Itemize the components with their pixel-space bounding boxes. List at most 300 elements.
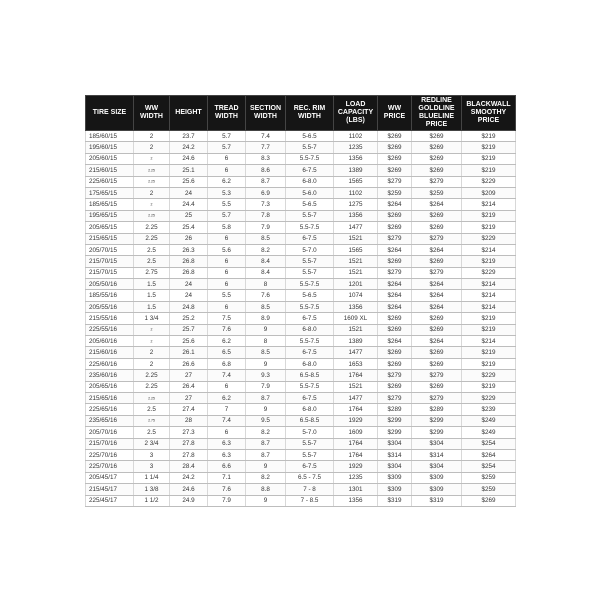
cell-value: 5.5-7 (302, 269, 317, 277)
cell-blackwall-price (462, 415, 516, 426)
cell-value: $269 (429, 314, 444, 322)
cell-value: $319 (387, 497, 402, 505)
cell-value: 5.8 (222, 223, 231, 231)
cell-tire-size (86, 484, 134, 495)
cell-blackwall-price (462, 461, 516, 472)
cell-load-capacity (334, 415, 378, 426)
cell-ww-width (134, 438, 170, 449)
cell-ww-width (134, 256, 170, 267)
cell-value: 1 1/2 (144, 497, 159, 505)
cell-section-width (246, 267, 286, 278)
cell-value: 28.4 (182, 463, 195, 471)
cell-value: $229 (481, 371, 496, 379)
cell-value: $279 (387, 235, 402, 243)
cell-blackwall-price (462, 427, 516, 438)
cell-ww-price (378, 461, 412, 472)
cell-value: $214 (481, 337, 496, 345)
cell-value: 27.8 (182, 440, 195, 448)
cell-value: 8.5 (261, 349, 270, 357)
cell-tread-width (208, 370, 246, 381)
cell-value: $319 (429, 497, 444, 505)
cell-tire-size (86, 461, 134, 472)
cell-value: 1764 (348, 406, 363, 414)
cell-value: 6 (224, 257, 229, 265)
cell-section-width (246, 484, 286, 495)
cell-load-capacity (334, 495, 378, 506)
cell-redline-price (412, 381, 462, 392)
cell-value: $264 (429, 303, 444, 311)
header-height: HEIGHT (170, 96, 208, 131)
cell-value: 1 3/4 (144, 314, 159, 322)
cell-tread-width (208, 415, 246, 426)
cell-value: 6-7.5 (302, 235, 317, 243)
cell-value: 215/60/16 (89, 349, 118, 357)
cell-value: $264 (429, 201, 444, 209)
cell-value: 7.7 (261, 144, 270, 152)
cell-value: 6 (224, 155, 229, 163)
cell-ww-price (378, 427, 412, 438)
cell-value: $219 (481, 212, 496, 220)
cell-ww-width (134, 233, 170, 244)
cell-rec-rim-width (286, 347, 334, 358)
cell-value: $269 (387, 349, 402, 357)
cell-ww-price (378, 472, 412, 483)
cell-height (170, 415, 208, 426)
cell-value: $264 (387, 292, 402, 300)
table-row (86, 301, 516, 312)
cell-value: 26 (184, 235, 192, 243)
cell-value: $289 (429, 406, 444, 414)
cell-value: 185/60/15 (89, 132, 118, 140)
cell-load-capacity (334, 142, 378, 153)
cell-tire-size (86, 222, 134, 233)
cell-redline-price (412, 279, 462, 290)
table-row (86, 267, 516, 278)
cell-value: $269 (387, 326, 402, 334)
cell-tire-size (86, 313, 134, 324)
cell-value: 7.1 (222, 474, 231, 482)
cell-value: 8.7 (261, 394, 270, 402)
cell-value: 1521 (348, 257, 363, 265)
table-row (86, 358, 516, 369)
cell-blackwall-price (462, 495, 516, 506)
cell-value: $279 (429, 178, 444, 186)
cell-ww-price (378, 438, 412, 449)
cell-blackwall-price (462, 472, 516, 483)
cell-redline-price (412, 370, 462, 381)
cell-ww-width (134, 131, 170, 142)
table-row (86, 142, 516, 153)
cell-value: $269 (429, 326, 444, 334)
cell-value: $269 (429, 257, 444, 265)
cell-blackwall-price (462, 165, 516, 176)
cell-ww-width (134, 176, 170, 187)
cell-value: 24 (184, 189, 192, 197)
cell-value: $269 (387, 223, 402, 231)
cell-ww-width (134, 449, 170, 460)
cell-value: $264 (481, 451, 496, 459)
cell-value: 24.4 (182, 201, 195, 209)
cell-value: 205/65/15 (89, 223, 118, 231)
table-row (86, 153, 516, 164)
cell-blackwall-price (462, 176, 516, 187)
table-header-row (86, 96, 516, 131)
cell-value: 27.4 (182, 406, 195, 414)
cell-ww-price (378, 392, 412, 403)
cell-tire-size (86, 244, 134, 255)
cell-tire-size (86, 495, 134, 506)
cell-value: $219 (481, 383, 496, 391)
cell-rec-rim-width (286, 290, 334, 301)
cell-tire-size (86, 370, 134, 381)
cell-value: 6.3 (222, 440, 231, 448)
cell-value: 205/60/16 (89, 337, 118, 345)
cell-ww-price (378, 210, 412, 221)
cell-section-width (246, 358, 286, 369)
cell-value: 6 (224, 383, 229, 391)
cell-load-capacity (334, 336, 378, 347)
cell-value: 215/60/15 (89, 166, 118, 174)
cell-height (170, 313, 208, 324)
cell-load-capacity (334, 461, 378, 472)
cell-section-width (246, 256, 286, 267)
cell-blackwall-price (462, 279, 516, 290)
cell-value: 1565 (348, 246, 363, 254)
cell-ww-price (378, 415, 412, 426)
cell-value: 6-8.0 (302, 326, 317, 334)
cell-value: 6 (224, 235, 229, 243)
cell-tire-size (86, 142, 134, 153)
cell-value: 5.5 (222, 201, 231, 209)
cell-redline-price (412, 449, 462, 460)
cell-height (170, 347, 208, 358)
cell-value: 1521 (348, 269, 363, 277)
cell-tread-width (208, 404, 246, 415)
cell-redline-price (412, 222, 462, 233)
cell-height (170, 484, 208, 495)
cell-ww-width (134, 142, 170, 153)
cell-section-width (246, 244, 286, 255)
cell-value: 1477 (348, 349, 363, 357)
cell-value: 1764 (348, 371, 363, 379)
cell-tread-width (208, 381, 246, 392)
cell-section-width (246, 472, 286, 483)
cell-value: 5.5-7.5 (299, 303, 320, 311)
cell-tread-width (208, 210, 246, 221)
cell-value: 5.5-7 (302, 440, 317, 448)
header-tread-width: TREAD WIDTH (208, 96, 246, 131)
cell-height (170, 153, 208, 164)
cell-tread-width (208, 176, 246, 187)
header-redline-goldline-blueline-price: REDLINE GOLDLINE BLUELINE PRICE (412, 96, 462, 131)
cell-value: 5.7 (222, 212, 231, 220)
cell-value: 1.5 (147, 292, 156, 300)
cell-tread-width (208, 153, 246, 164)
cell-rec-rim-width (286, 165, 334, 176)
cell-tread-width (208, 324, 246, 335)
cell-blackwall-price (462, 210, 516, 221)
cell-load-capacity (334, 449, 378, 460)
cell-value: 6.5 - 7.5 (297, 474, 322, 482)
cell-load-capacity (334, 233, 378, 244)
cell-value: 5.5-7 (302, 257, 317, 265)
table-row (86, 449, 516, 460)
cell-redline-price (412, 427, 462, 438)
cell-value: 25 (184, 212, 192, 220)
cell-value: 6-8.0 (302, 178, 317, 186)
cell-value: 24.8 (182, 303, 195, 311)
cell-section-width (246, 290, 286, 301)
cell-value: 2.25 (148, 213, 155, 218)
cell-tread-width (208, 461, 246, 472)
cell-value: 5.5-7.5 (299, 155, 320, 163)
cell-load-capacity (334, 472, 378, 483)
table-row (86, 244, 516, 255)
cell-value: 25.4 (182, 223, 195, 231)
cell-rec-rim-width (286, 131, 334, 142)
cell-value: 1764 (348, 440, 363, 448)
cell-value: $269 (387, 383, 402, 391)
cell-value: 205/50/16 (89, 280, 118, 288)
cell-value: 8 (263, 280, 268, 288)
cell-value: 23.7 (182, 132, 195, 140)
cell-load-capacity (334, 484, 378, 495)
cell-blackwall-price (462, 358, 516, 369)
cell-value: 25.1 (182, 166, 195, 174)
cell-value: $264 (387, 303, 402, 311)
cell-value: 5.5-7.5 (299, 223, 320, 231)
cell-value: $279 (429, 235, 444, 243)
cell-value: $309 (387, 474, 402, 482)
cell-value: 1102 (348, 132, 363, 140)
cell-ww-width (134, 244, 170, 255)
table-row (86, 176, 516, 187)
cell-value: 8.3 (261, 155, 270, 163)
cell-value: 25.7 (182, 326, 195, 334)
cell-value: 2 (149, 349, 154, 357)
cell-redline-price (412, 347, 462, 358)
cell-redline-price (412, 256, 462, 267)
cell-value: 6.2 (222, 394, 231, 402)
cell-redline-price (412, 336, 462, 347)
cell-value: 215/70/15 (89, 257, 118, 265)
cell-tread-width (208, 313, 246, 324)
cell-value: $264 (387, 246, 402, 254)
cell-value: 6-7.5 (302, 394, 317, 402)
cell-ww-price (378, 187, 412, 198)
cell-tire-size (86, 324, 134, 335)
cell-tread-width (208, 165, 246, 176)
cell-value: 5-6.5 (302, 132, 317, 140)
cell-height (170, 495, 208, 506)
cell-value: 1201 (348, 280, 363, 288)
cell-rec-rim-width (286, 199, 334, 210)
cell-height (170, 381, 208, 392)
cell-redline-price (412, 233, 462, 244)
cell-value: 225/70/16 (89, 463, 118, 471)
cell-height (170, 472, 208, 483)
cell-value: 1235 (348, 474, 363, 482)
cell-height (170, 176, 208, 187)
cell-value: 235/65/16 (89, 417, 118, 425)
cell-load-capacity (334, 347, 378, 358)
cell-value: $259 (481, 485, 496, 493)
cell-value: 26.8 (182, 269, 195, 277)
cell-value: 6-7.5 (302, 463, 317, 471)
cell-value: 6-7.5 (302, 314, 317, 322)
cell-value: $209 (481, 189, 496, 197)
cell-ww-price (378, 233, 412, 244)
table-row (86, 199, 516, 210)
cell-section-width (246, 153, 286, 164)
cell-value: 6-7.5 (302, 349, 317, 357)
cell-value: 1301 (348, 485, 363, 493)
cell-blackwall-price (462, 392, 516, 403)
cell-ww-price (378, 449, 412, 460)
table-row (86, 313, 516, 324)
cell-value: 2 3/4 (144, 440, 159, 448)
cell-rec-rim-width (286, 267, 334, 278)
cell-value: 7.4 (222, 417, 231, 425)
cell-ww-width (134, 279, 170, 290)
cell-rec-rim-width (286, 313, 334, 324)
cell-rec-rim-width (286, 210, 334, 221)
cell-value: 6 (224, 428, 229, 436)
cell-value: 8.5 (261, 303, 270, 311)
cell-value: 6.3 (222, 451, 231, 459)
cell-rec-rim-width (286, 324, 334, 335)
cell-section-width (246, 176, 286, 187)
cell-value: 1929 (348, 417, 363, 425)
cell-blackwall-price (462, 313, 516, 324)
cell-value: $259 (387, 189, 402, 197)
cell-value: 2 (149, 144, 154, 152)
cell-value: $269 (429, 166, 444, 174)
cell-value: 2 (150, 327, 153, 332)
cell-value: $264 (429, 280, 444, 288)
cell-value: $264 (429, 246, 444, 254)
cell-tread-width (208, 495, 246, 506)
cell-section-width (246, 438, 286, 449)
cell-tire-size (86, 199, 134, 210)
cell-value: $269 (481, 497, 496, 505)
cell-value: 27.8 (182, 451, 195, 459)
cell-ww-price (378, 176, 412, 187)
cell-value: 185/65/15 (89, 201, 118, 209)
cell-tire-size (86, 301, 134, 312)
cell-value: $304 (429, 440, 444, 448)
cell-tread-width (208, 472, 246, 483)
table-row (86, 404, 516, 415)
cell-ww-width (134, 187, 170, 198)
cell-value: 8.5 (261, 235, 270, 243)
cell-tread-width (208, 142, 246, 153)
cell-tread-width (208, 244, 246, 255)
table-row (86, 438, 516, 449)
cell-tread-width (208, 256, 246, 267)
cell-value: $309 (429, 474, 444, 482)
table-row (86, 165, 516, 176)
cell-load-capacity (334, 290, 378, 301)
cell-value: $219 (481, 360, 496, 368)
cell-section-width (246, 392, 286, 403)
cell-ww-width (134, 427, 170, 438)
cell-blackwall-price (462, 256, 516, 267)
cell-value: 215/65/16 (89, 394, 118, 402)
cell-tread-width (208, 449, 246, 460)
cell-value: 28 (184, 417, 192, 425)
cell-value: 215/70/16 (89, 440, 118, 448)
cell-height (170, 267, 208, 278)
cell-ww-price (378, 279, 412, 290)
cell-value: 2.25 (148, 179, 155, 184)
cell-value: $279 (429, 269, 444, 277)
cell-value: 1102 (348, 189, 363, 197)
cell-value: $279 (387, 269, 402, 277)
cell-ww-price (378, 404, 412, 415)
cell-ww-width (134, 301, 170, 312)
cell-value: 26.4 (182, 383, 195, 391)
cell-redline-price (412, 313, 462, 324)
cell-value: 5.5-7 (302, 451, 317, 459)
cell-value: 1565 (348, 178, 363, 186)
cell-value: 2.25 (145, 223, 158, 231)
cell-value: 1609 (348, 428, 363, 436)
cell-value: 225/60/16 (89, 360, 118, 368)
cell-tread-width (208, 301, 246, 312)
cell-tire-size (86, 153, 134, 164)
cell-redline-price (412, 176, 462, 187)
cell-tread-width (208, 336, 246, 347)
cell-value: 9 (263, 463, 268, 471)
cell-redline-price (412, 324, 462, 335)
cell-height (170, 210, 208, 221)
cell-rec-rim-width (286, 472, 334, 483)
cell-value: 205/55/16 (89, 303, 118, 311)
cell-height (170, 279, 208, 290)
cell-value: $269 (429, 155, 444, 163)
cell-tread-width (208, 233, 246, 244)
cell-rec-rim-width (286, 381, 334, 392)
cell-rec-rim-width (286, 415, 334, 426)
cell-value: 5.7 (222, 132, 231, 140)
cell-value: 8.7 (261, 440, 270, 448)
cell-value: $269 (429, 132, 444, 140)
cell-tread-width (208, 199, 246, 210)
cell-blackwall-price (462, 438, 516, 449)
cell-ww-width (134, 222, 170, 233)
cell-value: 1477 (348, 394, 363, 402)
cell-tire-size (86, 472, 134, 483)
cell-load-capacity (334, 404, 378, 415)
cell-value: $264 (387, 201, 402, 209)
cell-value: $214 (481, 303, 496, 311)
header-load-capacity: LOAD CAPACITY (LBS) (334, 96, 378, 131)
cell-ww-width (134, 324, 170, 335)
cell-redline-price (412, 165, 462, 176)
cell-ww-width (134, 210, 170, 221)
cell-value: 1356 (348, 303, 363, 311)
cell-value: 24.2 (182, 144, 195, 152)
cell-value: 6 (224, 303, 229, 311)
cell-value: 1653 (348, 360, 363, 368)
cell-blackwall-price (462, 199, 516, 210)
cell-tire-size (86, 392, 134, 403)
cell-value: $299 (387, 417, 402, 425)
cell-redline-price (412, 438, 462, 449)
cell-value: 6 (224, 280, 229, 288)
cell-redline-price (412, 392, 462, 403)
